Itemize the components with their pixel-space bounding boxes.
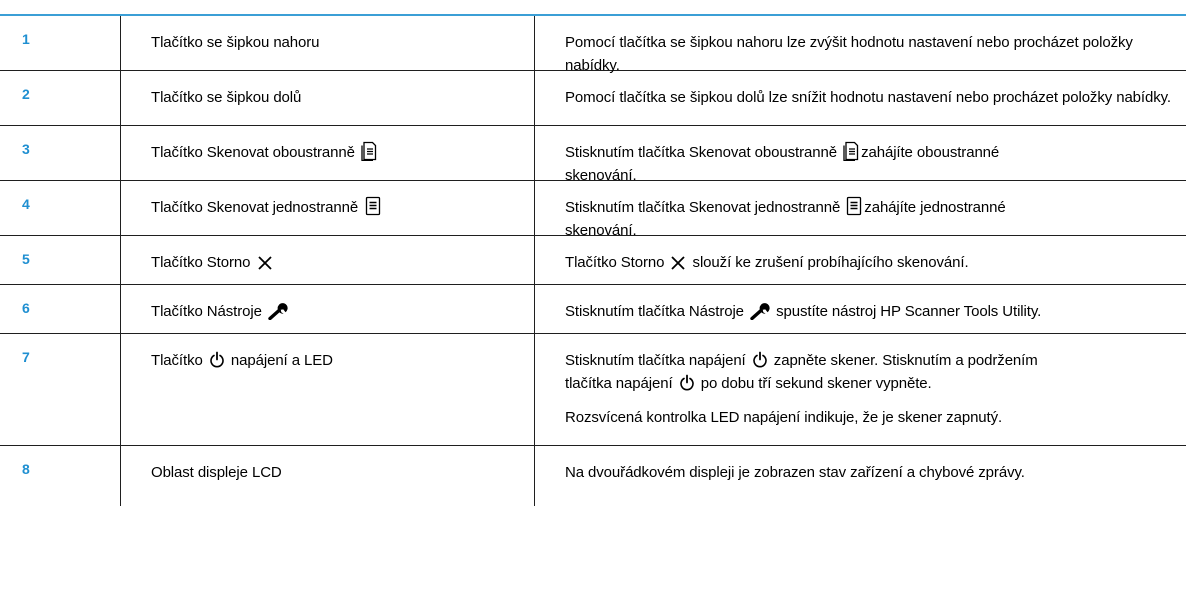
row-number: 2	[22, 86, 30, 102]
button-name: napájení a LED	[230, 352, 333, 369]
table-row	[0, 16, 1186, 74]
cancel-x-icon	[670, 255, 686, 271]
power-icon	[752, 351, 768, 369]
table-row	[0, 446, 1186, 506]
power-icon	[679, 374, 695, 392]
description-text: skenování.	[565, 222, 637, 239]
description-text: Stisknutím tlačítka napájení	[565, 352, 746, 369]
button-name: Tlačítko	[151, 352, 203, 369]
row-number: 7	[22, 349, 30, 365]
wrench-icon	[750, 302, 770, 320]
simplex-scan-icon	[846, 196, 862, 216]
button-name: Tlačítko Storno	[151, 254, 251, 271]
power-icon	[209, 351, 225, 369]
simplex-scan-icon	[365, 196, 381, 216]
description-text: Tlačítko Storno	[565, 254, 665, 271]
button-name: Tlačítko Skenovat oboustranně	[151, 144, 355, 161]
description-text: slouží ke zrušení probíhajícího skenování.	[692, 254, 969, 271]
description-text: Stisknutím tlačítka Skenovat jednostranně	[565, 199, 841, 216]
button-name: Tlačítko se šipkou nahoru	[151, 34, 320, 51]
description-text: tlačítka napájení	[565, 375, 673, 392]
table-row	[0, 71, 1186, 126]
row-number: 4	[22, 196, 30, 212]
button-name: Tlačítko se šipkou dolů	[151, 89, 302, 106]
duplex-scan-icon	[843, 141, 859, 161]
description-text: po dobu tří sekund skener vypněte.	[700, 375, 932, 392]
row-number: 3	[22, 141, 30, 157]
row-number: 6	[22, 300, 30, 316]
button-name: Oblast displeje LCD	[151, 464, 282, 481]
description-text: zapněte skener. Stisknutím a podržením	[773, 352, 1038, 369]
description-text: Stisknutím tlačítka Skenovat oboustranně	[565, 144, 837, 161]
row-number: 5	[22, 251, 30, 267]
table-row	[0, 236, 1186, 285]
description-text: Rozsvícená kontrolka LED napájení indikuje, že je skener zapnutý.	[565, 409, 1003, 426]
wrench-icon	[268, 302, 288, 320]
control-panel-table	[0, 14, 1186, 506]
row-number: 1	[22, 31, 30, 47]
cancel-x-icon	[257, 255, 273, 271]
duplex-scan-icon	[361, 141, 377, 161]
row-number: 8	[22, 461, 30, 477]
description-text: spustíte nástroj HP Scanner Tools Utility.	[776, 303, 1042, 320]
button-name: Tlačítko Skenovat jednostranně	[151, 199, 359, 216]
description-text: Stisknutím tlačítka Nástroje	[565, 303, 744, 320]
table-row	[0, 334, 1186, 446]
description-text: zahájíte oboustranné	[861, 144, 1000, 161]
button-description: Pomocí tlačítka se šipkou nahoru lze zvýšit hodnotu nastavení nebo procházet položky nabídky.	[565, 34, 1133, 74]
description-text: skenování.	[565, 167, 637, 184]
table-row	[0, 181, 1186, 239]
button-description: Pomocí tlačítka se šipkou dolů lze snížit hodnotu nastavení nebo procházet položky nabídky.	[565, 89, 1171, 106]
table-row	[0, 285, 1186, 334]
table-row	[0, 126, 1186, 184]
description-text: zahájíte jednostranné	[864, 199, 1006, 216]
button-name: Tlačítko Nástroje	[151, 303, 262, 320]
button-description: Na dvouřádkovém displeji je zobrazen stav zařízení a chybové zprávy.	[565, 464, 1025, 481]
